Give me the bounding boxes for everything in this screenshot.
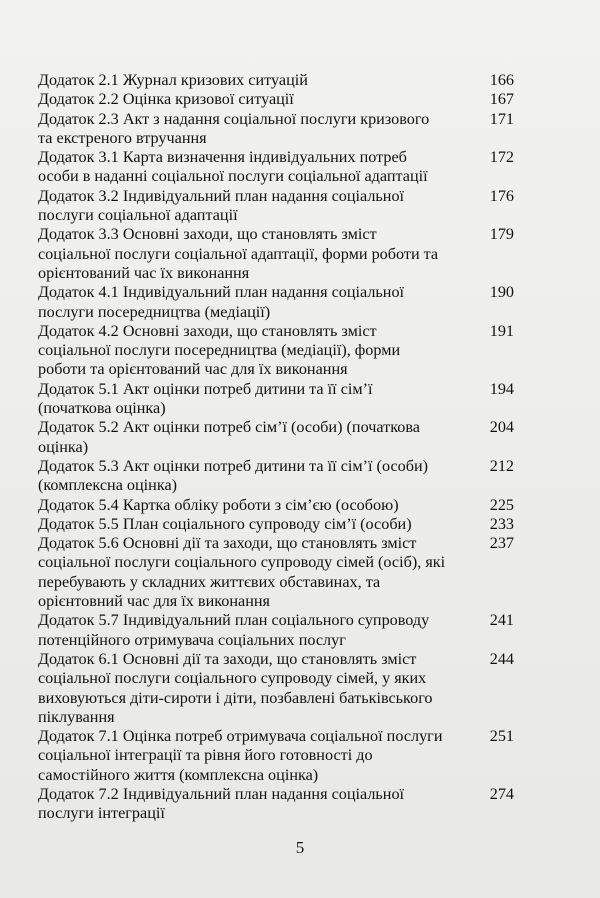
toc-entry-page-number: 171 [489,109,514,128]
toc-entry-page-number: 176 [489,186,514,205]
toc-entry-text-line: (комплексна оцінка) [38,476,178,495]
toc-entry-text-line: оцінка) [38,437,89,456]
toc-entry-text-line: Додаток 5.5 План соціального супроводу сім’ї (особи) [38,514,412,533]
toc-entry-text-line: самостійного життя (комплексна оцінка) [38,765,319,784]
toc-entry-page-number: 274 [489,784,514,803]
toc-entry-text-line: соціальної послуги соціальної адаптації, форми роботи та [38,244,439,263]
toc-entry-text-line: Додаток 5.6 Основні дії та заходи, що становлять зміст [38,534,417,553]
toc-entry-text-line: соціальної послуги посередництва (медіації), форми [38,341,401,360]
toc-entry-text-line: виховуються діти-сироти і діти, позбавлені батьківського [38,688,433,707]
toc-entry-text-line: Додаток 2.1 Журнал кризових ситуацій [38,71,308,89]
toc-entry-text-line: роботи та орієнтований час для їх виконання [38,360,348,379]
toc-entry-page-number: 251 [489,727,514,746]
toc-entry [38,90,558,109]
toc-entry [38,71,558,90]
toc-entry [38,650,558,727]
toc-entry-text-line: Додаток 7.1 Оцінка потреб отримувача соціальної послуги [38,727,443,746]
toc-entry-text-line: орієнтований час їх виконання [38,263,250,282]
toc-entry-text-line: Додаток 3.2 Індивідуальний план надання соціальної [38,186,405,205]
toc-entry-page-number: 212 [489,456,514,475]
toc-entry-text-line: Додаток 4.2 Основні заходи, що становлять зміст [38,321,377,340]
toc-entry [38,611,558,650]
page-number: 5 [295,838,305,857]
toc-entry-text-line: Додаток 5.4 Картка обліку роботи з сім’єю (особою) [38,495,399,514]
toc-entry-text-line: Додаток 5.3 Акт оцінки потреб дитини та її сім’ї (особи) [38,456,429,475]
toc-entry [38,785,558,824]
toc-entry-text-line: послуги інтеграції [38,804,165,823]
toc-entry-text-line: Додаток 5.2 Акт оцінки потреб сім’ї (особи) (початкова [38,418,420,437]
toc-entry-text-line: Додаток 6.1 Основні дії та заходи, що становлять зміст [38,649,417,668]
toc-entry-text-line: соціальної послуги соціального супроводу сімей, у яких [38,669,427,688]
toc-entry-text-line: потенційного отримувача соціальних послуг [38,630,346,649]
toc-entry-text-line: перебувають у складних життєвих обставинах, та [38,572,381,591]
toc-entry-text-line: Додаток 4.1 Індивідуальний план надання соціальної [38,283,405,302]
toc-entry-page-number: 166 [489,71,514,89]
toc-entry [38,225,558,283]
toc-entry-page-number: 179 [489,225,514,244]
toc-entry-text-line: орієнтовний час для їх виконання [38,592,270,611]
toc-entry-text-line: Додаток 5.1 Акт оцінки потреб дитини та її сім’ї [38,379,373,398]
toc-entry-text-line: Додаток 5.7 Індивідуальний план соціального супроводу [38,611,430,630]
toc-entry [38,457,558,496]
toc-entry-page-number: 194 [489,379,514,398]
toc-entry [38,283,558,322]
toc-entry-text-line: (початкова оцінка) [38,399,166,418]
toc-entry-page-number: 244 [489,649,514,668]
toc-entry [38,187,558,226]
toc-entry-text-line: та екстреного втручання [38,128,207,147]
toc-entry-page-number: 204 [489,418,514,437]
toc-entry [38,515,558,534]
toc-entry [38,727,558,785]
table-of-contents [38,71,558,824]
toc-entry-page-number: 190 [489,283,514,302]
toc-entry-text-line: Додаток 7.2 Індивідуальний план надання соціальної [38,784,405,803]
toc-entry [38,322,558,380]
toc-entry-text-line: соціальної інтеграції та рівня його готовності до [38,746,373,765]
toc-entry-text-line: піклування [38,707,115,726]
toc-entry-text-line: Додаток 2.2 Оцінка кризової ситуації [38,90,294,109]
toc-entry-page-number: 191 [489,321,514,340]
toc-entry-text-line: соціальної послуги соціального супроводу сімей (осіб), які [38,553,446,572]
toc-entry-page-number: 241 [489,611,514,630]
toc-entry-page-number: 237 [489,534,514,553]
toc-entry [38,380,558,419]
toc-entry [38,110,558,149]
toc-entry [38,418,558,457]
toc-entry-text-line: Додаток 3.1 Карта визначення індивідуальних потреб [38,148,407,167]
toc-entry-page-number: 172 [489,148,514,167]
toc-entry-text-line: послуги соціальної адаптації [38,206,238,225]
toc-entry-page-number: 225 [489,495,514,514]
toc-entry-page-number: 167 [489,90,514,109]
toc-entry-text-line: послуги посередництва (медіації) [38,302,271,321]
toc-entry-text-line: особи в наданні соціальної послуги соціальної адаптації [38,167,428,186]
toc-entry-page-number: 233 [489,514,514,533]
toc-entry [38,148,558,187]
toc-entry [38,496,558,515]
toc-entry-text-line: Додаток 2.3 Акт з надання соціальної послуги кризового [38,109,430,128]
toc-entry [38,534,558,611]
toc-entry-text-line: Додаток 3.3 Основні заходи, що становлять зміст [38,225,377,244]
